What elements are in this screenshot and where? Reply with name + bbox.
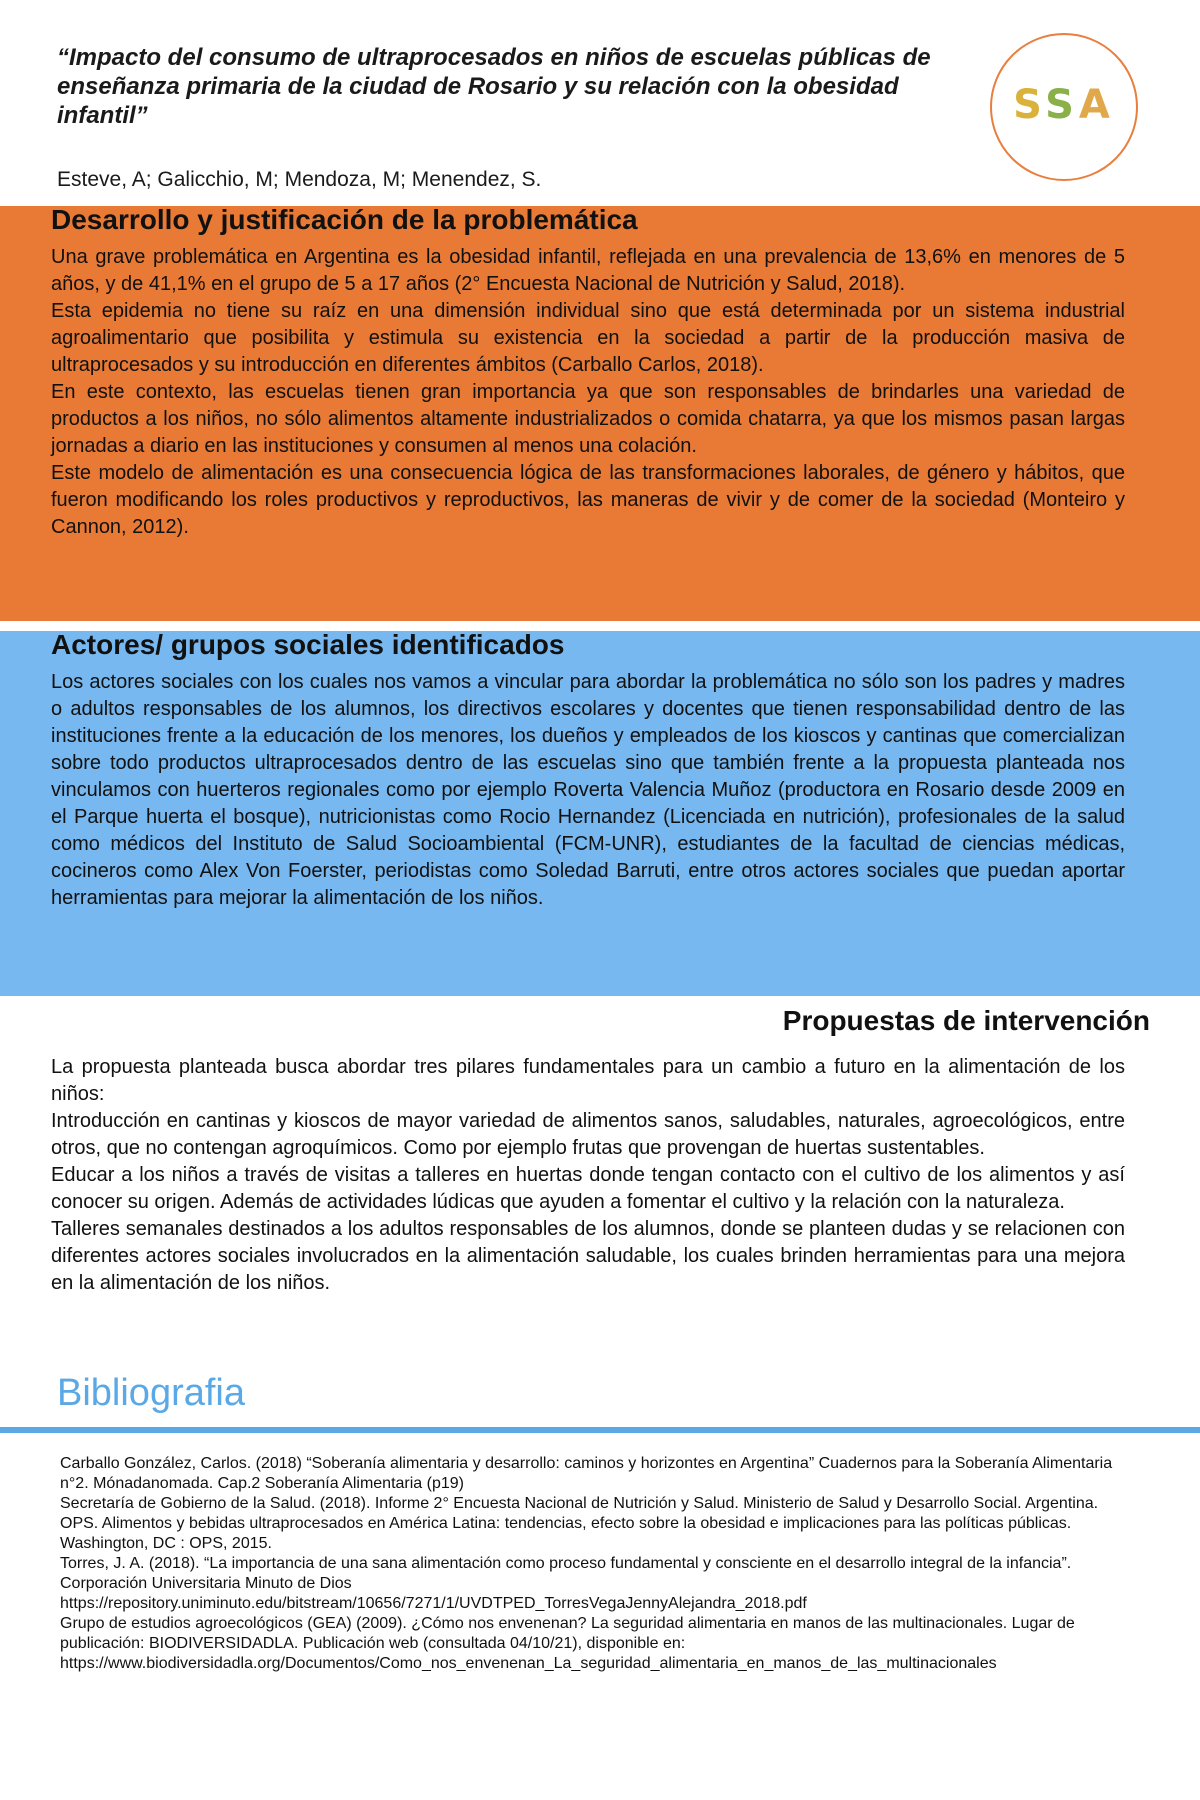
ssa-logo-text	[992, 82, 1136, 128]
bibliography-entry: Carballo González, Carlos. (2018) “Soberanía alimentaria y desarrollo: caminos y horizontes en Argentina” Cuadernos para la Soberanía Alimentaria n°2. Mónadanomada. Cap.2 Soberanía Alimentaria (p19)	[60, 1455, 1113, 1492]
problem-paragraph: Una grave problemática en Argentina es la obesidad infantil, reflejada en una prevalencia de 13,6% en menores de 5 años, y de 41,1% en el grupo de 5 a 17 años (2° Encuesta Nacional de Nutrición y Salud, 2018).	[51, 246, 1125, 295]
bibliography-entry: Grupo de estudios agroecológicos (GEA) (2009). ¿Cómo nos envenenan? La seguridad alimentaria en manos de las multinacionales. Lugar de publicación: BIODIVERSIDADLA. Publicación web (consultada 04/10/21), disponible en:	[60, 1615, 1075, 1652]
proposals-section	[0, 996, 1200, 1366]
problem-paragraph: En este contexto, las escuelas tienen gran importancia ya que son responsables de brindarles una variedad de productos a los niños, no sólo alimentos altamente industrializados o comida chatarra, ya que los mismos pasan largas jornadas a diario en las instituciones y consumen al menos una colación.	[51, 381, 1125, 457]
logo-letter: S	[1013, 82, 1046, 128]
bibliography-divider	[0, 1427, 1200, 1433]
bibliography-url: https://www.biodiversidadla.org/Documentos/Como_nos_envenenan_La_seguridad_alimentaria_en_manos_de_las_multinacionales	[60, 1655, 997, 1672]
problem-paragraph: Este modelo de alimentación es una consecuencia lógica de las transformaciones laborales, de género y hábitos, que fueron modificando los roles productivos y reproductivos, las maneras de vivir y de comer de la sociedad (Monteiro y Cannon, 2012).	[51, 462, 1125, 538]
poster-title: “Impacto del consumo de ultraprocesados en niños de escuelas públicas de enseñanza primaria de la ciudad de Rosario y su relación con la obesidad infantil”	[57, 44, 931, 129]
bibliography-entry: OPS. Alimentos y bebidas ultraprocesados en América Latina: tendencias, efecto sobre la obesidad e implicaciones para las políticas públicas. Washington, DC : OPS, 2015.	[60, 1515, 1072, 1552]
ssa-logo	[990, 33, 1138, 181]
actors-section	[0, 631, 1200, 996]
problem-heading: Desarrollo y justificación de la problemática	[51, 204, 638, 235]
bibliography-list	[60, 1454, 1140, 1674]
logo-letter: S	[1045, 82, 1079, 128]
proposals-paragraph: Introducción en cantinas y kioscos de mayor variedad de alimentos sanos, saludables, naturales, agroecológicos, entre otros, que no contengan agroquímicos. Como por ejemplo frutas que provengan de huertas sustentables.	[51, 1110, 1125, 1159]
bibliography-heading: Bibliografia	[57, 1372, 245, 1414]
actors-paragraph: Los actores sociales con los cuales nos vamos a vincular para abordar la problemática no sólo son los padres y madres o adultos responsables de los alumnos, los directivos escolares y docentes que tienen responsabilidad dentro de las instituciones frente a la educación de los menores, los dueños y empleados de los kioscos y cantinas que comercializan sobre todo productos ultraprocesados dentro de las escuelas sino que también frente a la propuesta planteada nos vinculamos con huerteros regionales como por ejemplo Roverta Valencia Muñoz (productora en Rosario desde 2009 en el Parque huerta el bosque), nutricionistas como Rocio Hernandez (Licenciada en nutrición), profesionales de la salud como médicos del Instituto de Salud Socioambiental (FCM-UNR), estudiantes de la facultad de ciencias médicas, cocineros como Alex Von Foerster, periodistas como Soledad Barruti, entre otros actores sociales que puedan aportar herramientas para mejorar la alimentación de los niños.	[51, 671, 1125, 909]
proposals-heading: Propuestas de intervención	[782, 1005, 1150, 1036]
proposals-paragraph: Talleres semanales destinados a los adultos responsables de los alumnos, donde se planteen dudas y se relacionen con diferentes actores sociales involucrados en la alimentación saludable, los cuales brinden herramientas para una mejora en la alimentación de los niños.	[51, 1218, 1125, 1294]
logo-letter: A	[1078, 82, 1115, 128]
bibliography-entry: Torres, J. A. (2018). “La importancia de una sana alimentación como proceso fundamental y consciente en el desarrollo integral de la infancia”. Corporación Universitaria Minuto de Dios	[60, 1555, 1072, 1592]
problem-section	[0, 206, 1200, 621]
poster-header	[0, 0, 1200, 204]
proposals-body	[51, 1054, 1125, 1297]
bibliography-url: https://repository.uniminuto.edu/bitstream/10656/7271/1/UVDTPED_TorresVegaJennyAlejandra_2018.pdf	[60, 1595, 807, 1612]
actors-body	[51, 669, 1125, 912]
problem-paragraph: Esta epidemia no tiene su raíz en una dimensión individual sino que está determinada por un sistema industrial agroalimentario que posibilita y estimula su existencia en la sociedad a partir de la producción masiva de ultraprocesados y su introducción en diferentes ámbitos (Carballo Carlos, 2018).	[51, 300, 1125, 376]
proposals-paragraph: Educar a los niños a través de visitas a talleres en huertas donde tengan contacto con el cultivo de los alimentos y así conocer su origen. Además de actividades lúdicas que ayuden a fomentar el cultivo y la relación con la naturaleza.	[51, 1164, 1125, 1213]
proposals-paragraph: La propuesta planteada busca abordar tres pilares fundamentales para un cambio a futuro en la alimentación de los niños:	[51, 1056, 1125, 1105]
actors-heading: Actores/ grupos sociales identificados	[51, 629, 565, 660]
problem-body	[51, 244, 1125, 541]
bibliography-entry: Secretaría de Gobierno de la Salud. (2018). Informe 2° Encuesta Nacional de Nutrición y Salud. Ministerio de Salud y Desarrollo Social. Argentina.	[60, 1495, 1099, 1512]
authors-line: Esteve, A; Galicchio, M; Mendoza, M; Menendez, S.	[57, 168, 542, 191]
